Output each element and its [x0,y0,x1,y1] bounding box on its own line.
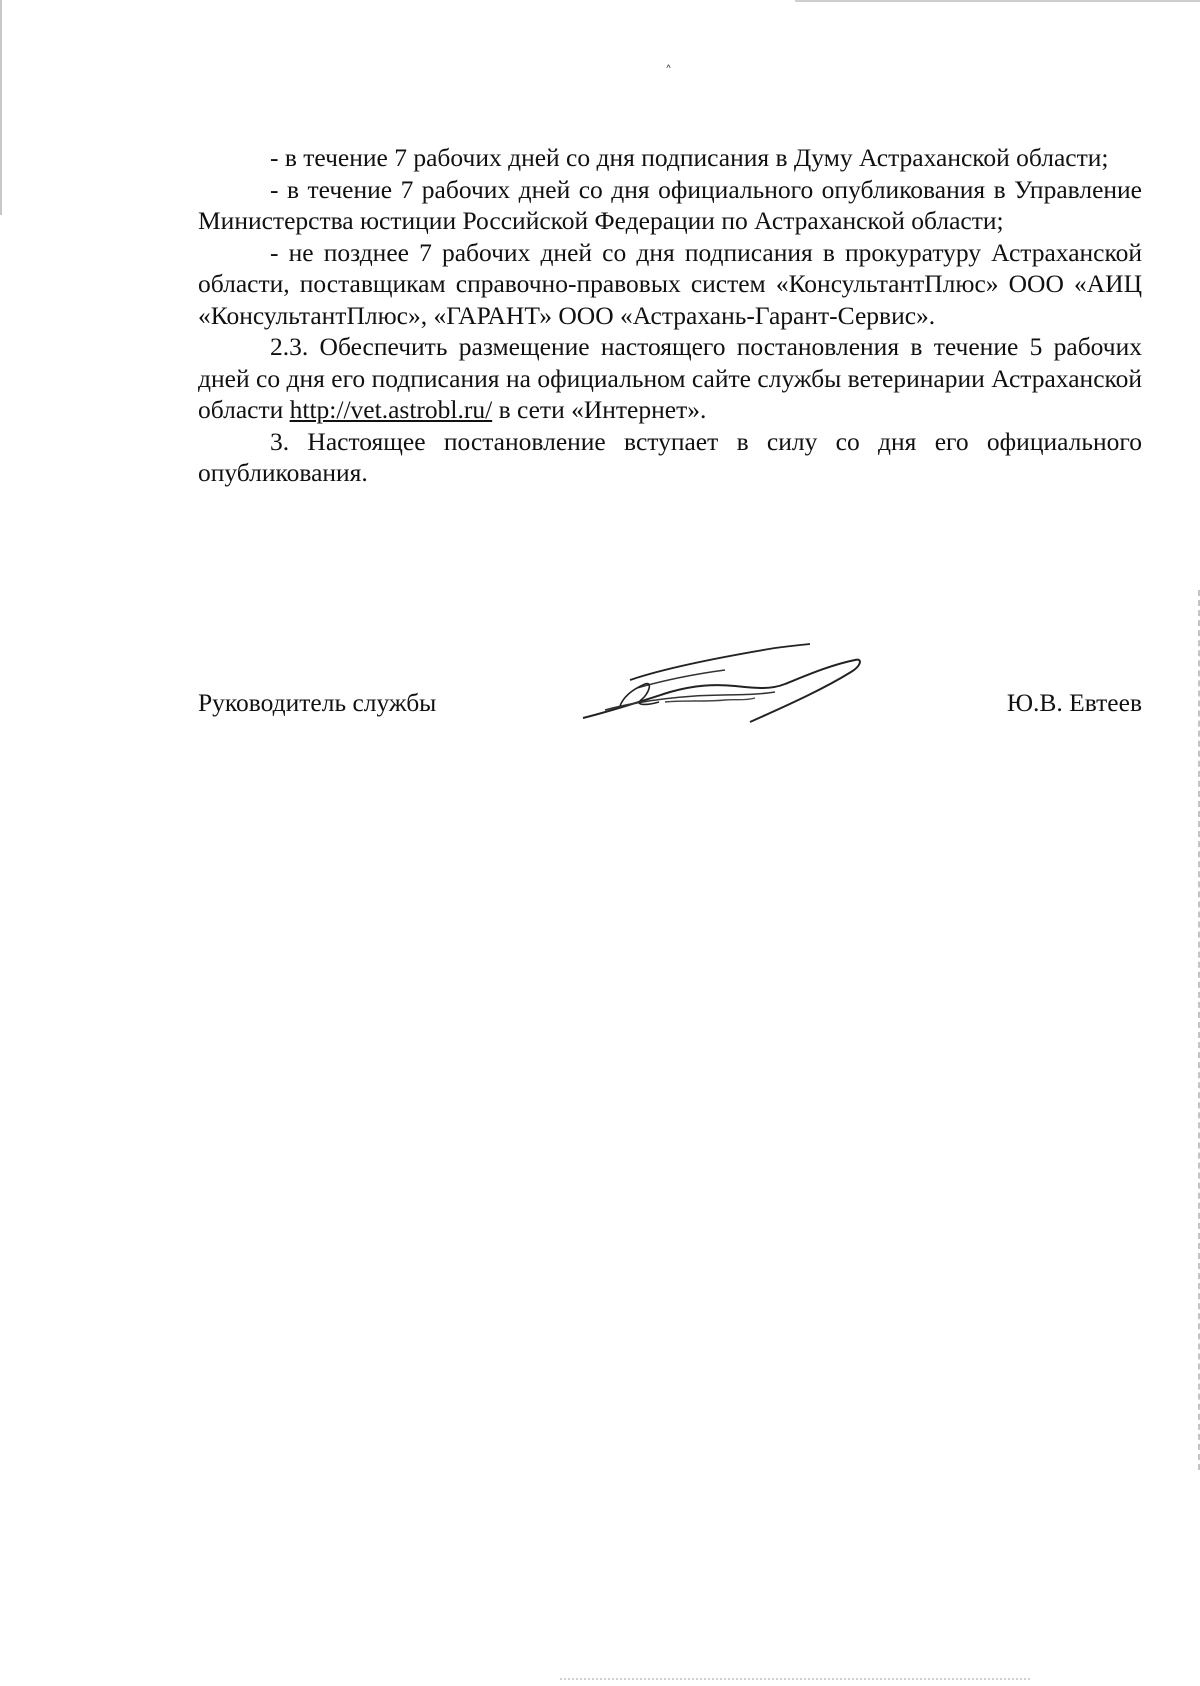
scan-edge-left [0,0,2,215]
signatory-title: Руководитель службы [198,688,437,717]
paragraph-ministry-justice: - в течение 7 рабочих дней со дня официального опубликования в Управление Министерства юстиции Российской Федерации по Астраханской области; [198,174,1142,235]
paragraph-website [198,331,1142,426]
signatory-name: Ю.В. Евтеев [1006,688,1142,717]
website-text-after: в сети «Интернет». [492,395,707,424]
signature-row [198,688,1142,728]
paragraph-prosecutor: - не позднее 7 рабочих дней со дня подписания в прокуратуру Астраханской области, поставщикам справочно-правовых систем «КонсультантПлюс» ООО «АИЦ «КонсультантПлюс», «ГАРАНТ» ООО «Астрахань-Гарант-Сервис». [198,237,1142,330]
scan-footer-noise [560,1678,1030,1686]
document-body [198,142,1142,489]
paragraph-duma: - в течение 7 рабочих дней со дня подписания в Думу Астраханской области; [270,143,1109,172]
scan-edge-top [795,0,1200,2]
paragraph-effective-date: 3. Настоящее постановление вступает в силу со дня его официального опубликования. [198,426,1142,487]
scan-mark: ˄ [665,64,672,80]
website-text-before: 2.3. Обеспечить размещение настоящего постановления в течение 5 рабочих дней со дня его подписания на официальном сайте службы ветеринарии Астраханской области [198,332,1142,424]
scan-edge-right [1196,590,1200,1470]
website-link[interactable]: http://vet.astrobl.ru/ [289,395,493,424]
